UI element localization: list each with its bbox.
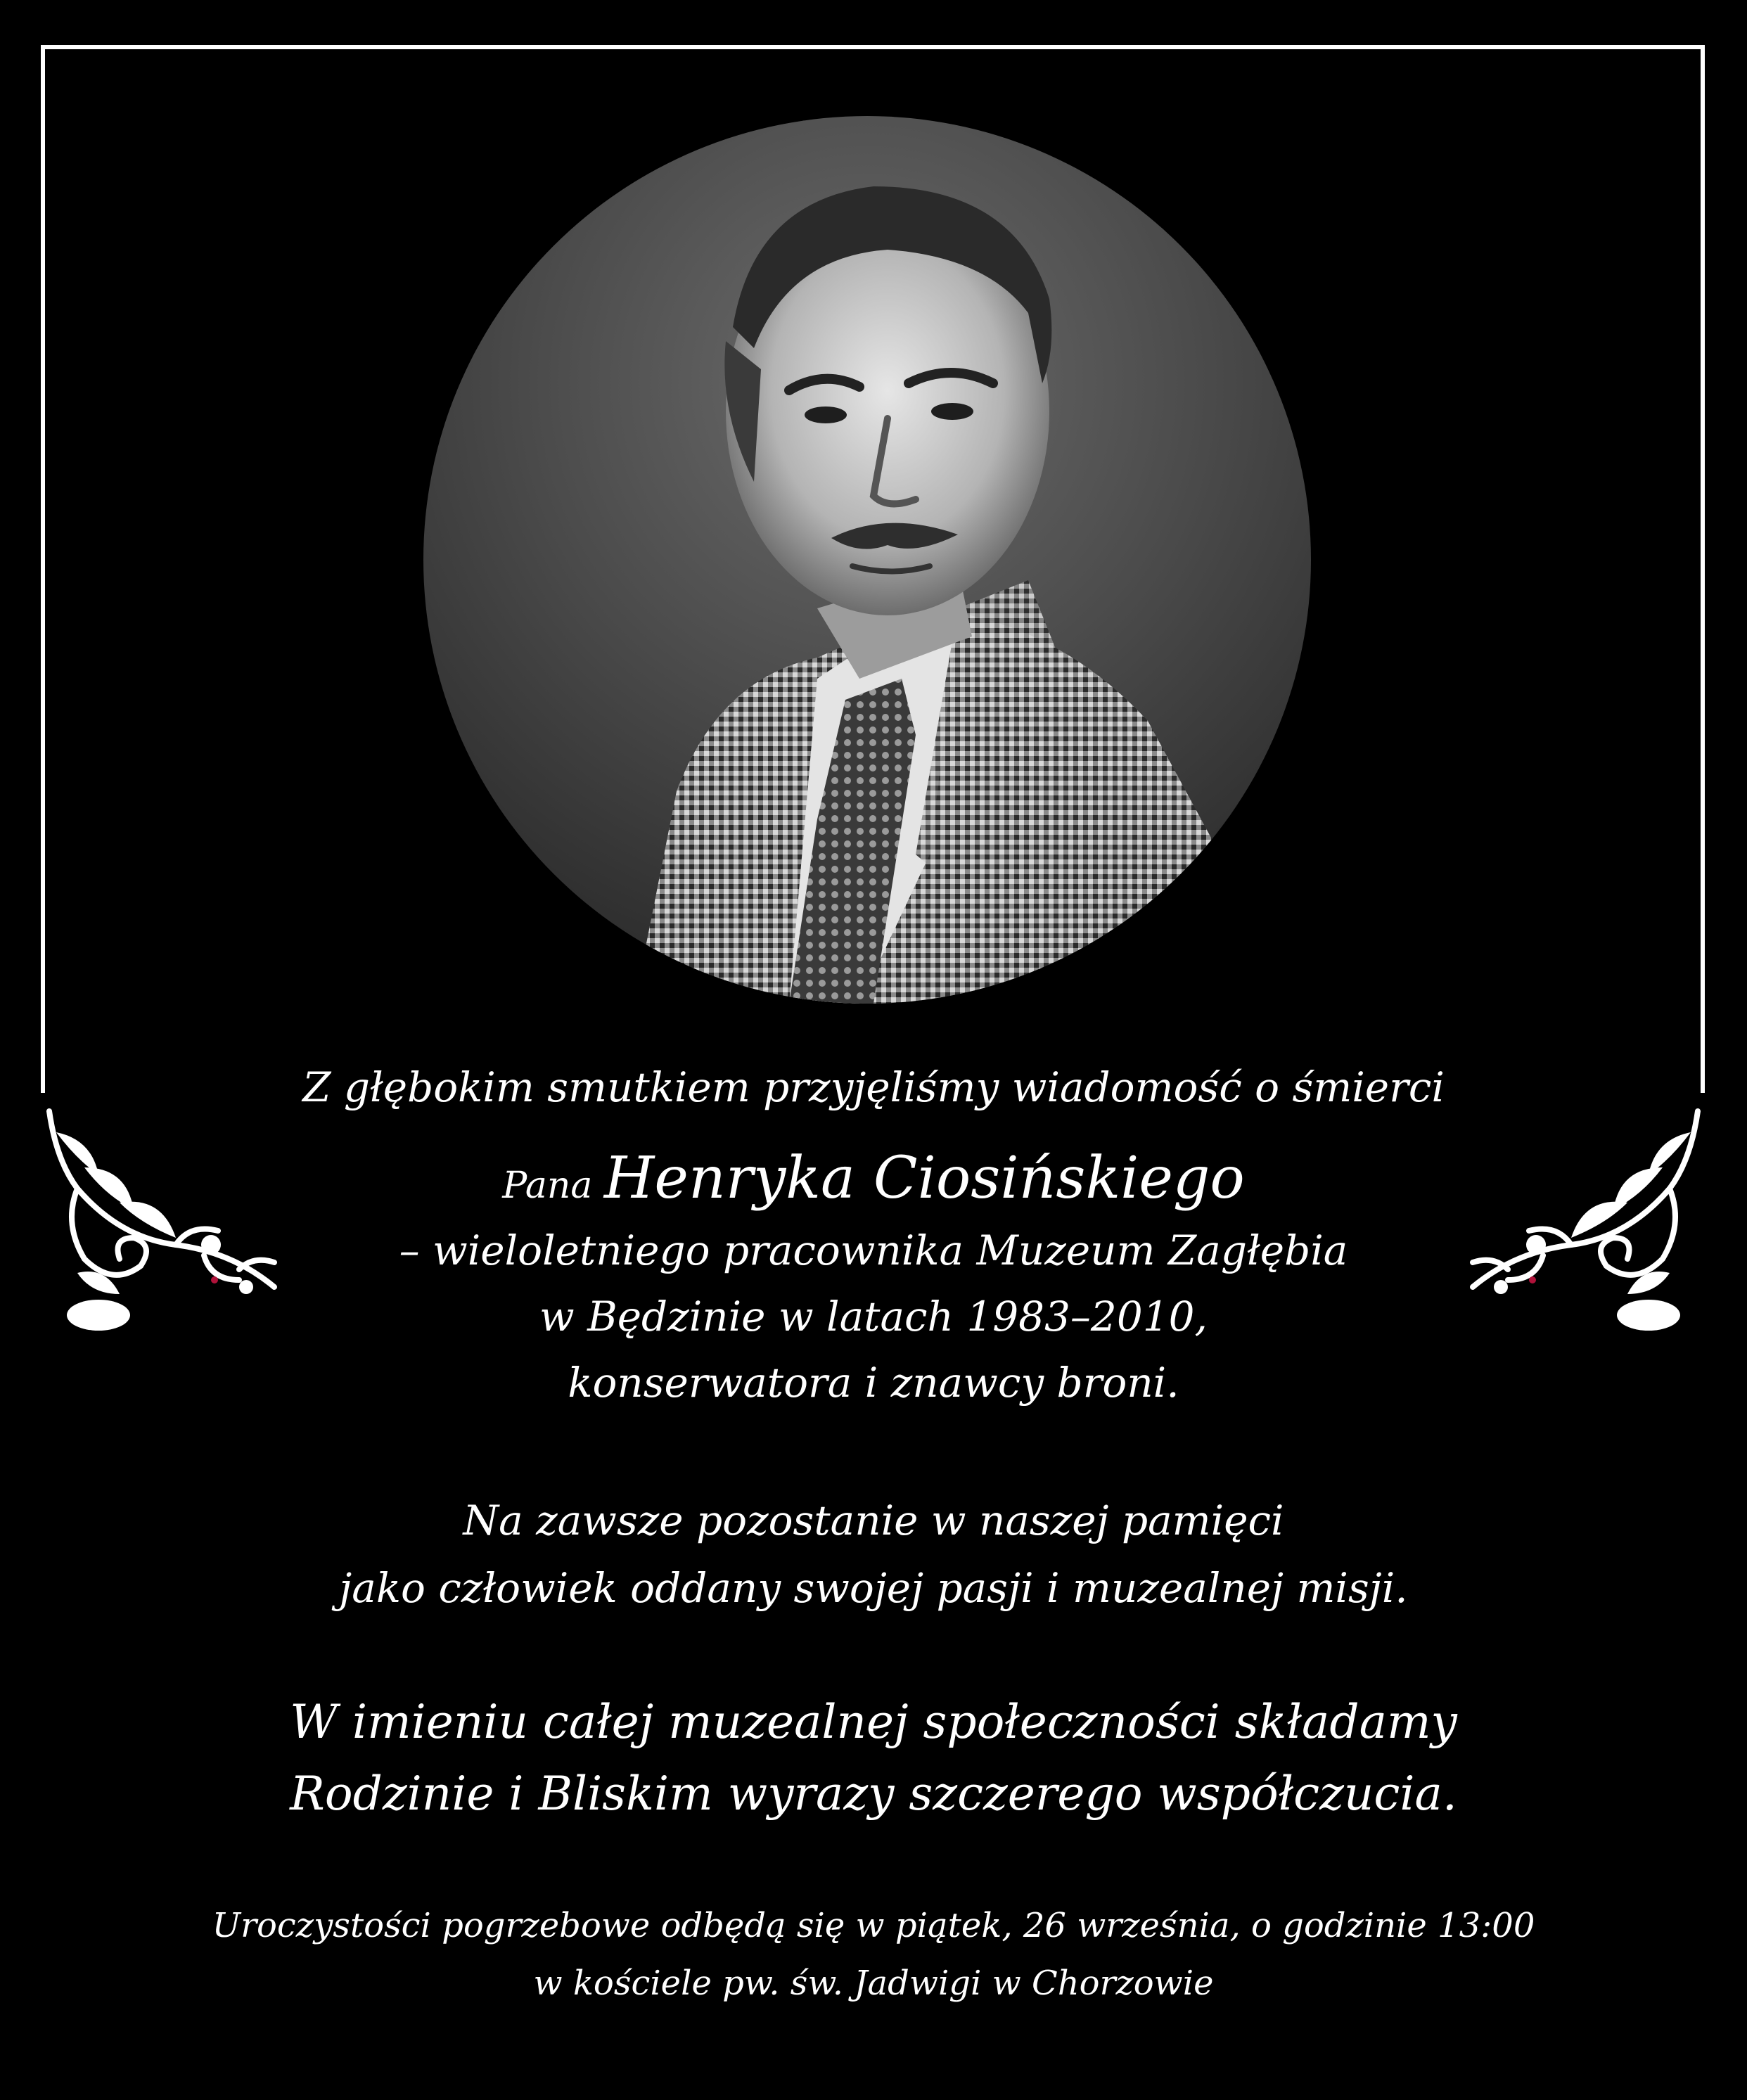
role-line-1: – wieloletniego pracownika Muzeum Zagłębia <box>399 1227 1348 1274</box>
memory-line-2: jako człowiek oddany swojej pasji i muzealnej misji. <box>339 1564 1408 1612</box>
funeral-info-line-2: w kościele pw. św. Jadwigi w Chorzowie <box>533 1964 1214 2003</box>
portrait-photo <box>423 116 1311 1004</box>
role-line-2: w Będzinie w latach 1983–2010, <box>539 1293 1208 1340</box>
funeral-info-line-1: Uroczystości pogrzebowe odbędą się w piątek, 26 września, o godzinie 13:00 <box>212 1906 1535 1945</box>
memory-line-1: Na zawsze pozostanie w naszej pamięci <box>463 1497 1284 1544</box>
deceased-name-line <box>0 1145 1747 1212</box>
deceased-name: Henryka Ciosińskiego <box>603 1145 1245 1212</box>
role-line-3: konserwatora i znawcy broni. <box>568 1359 1179 1407</box>
honorific: Pana <box>502 1165 593 1207</box>
condolence-line-1: W imieniu całej muzealnej społeczności składamy <box>290 1695 1457 1749</box>
condolence-line-2: Rodzinie i Bliskim wyrazy szczerego współczucia. <box>290 1767 1457 1821</box>
man-portrait-icon <box>423 116 1311 1004</box>
intro-line: Z głębokim smutkiem przyjęliśmy wiadomość o śmierci <box>302 1063 1445 1111</box>
